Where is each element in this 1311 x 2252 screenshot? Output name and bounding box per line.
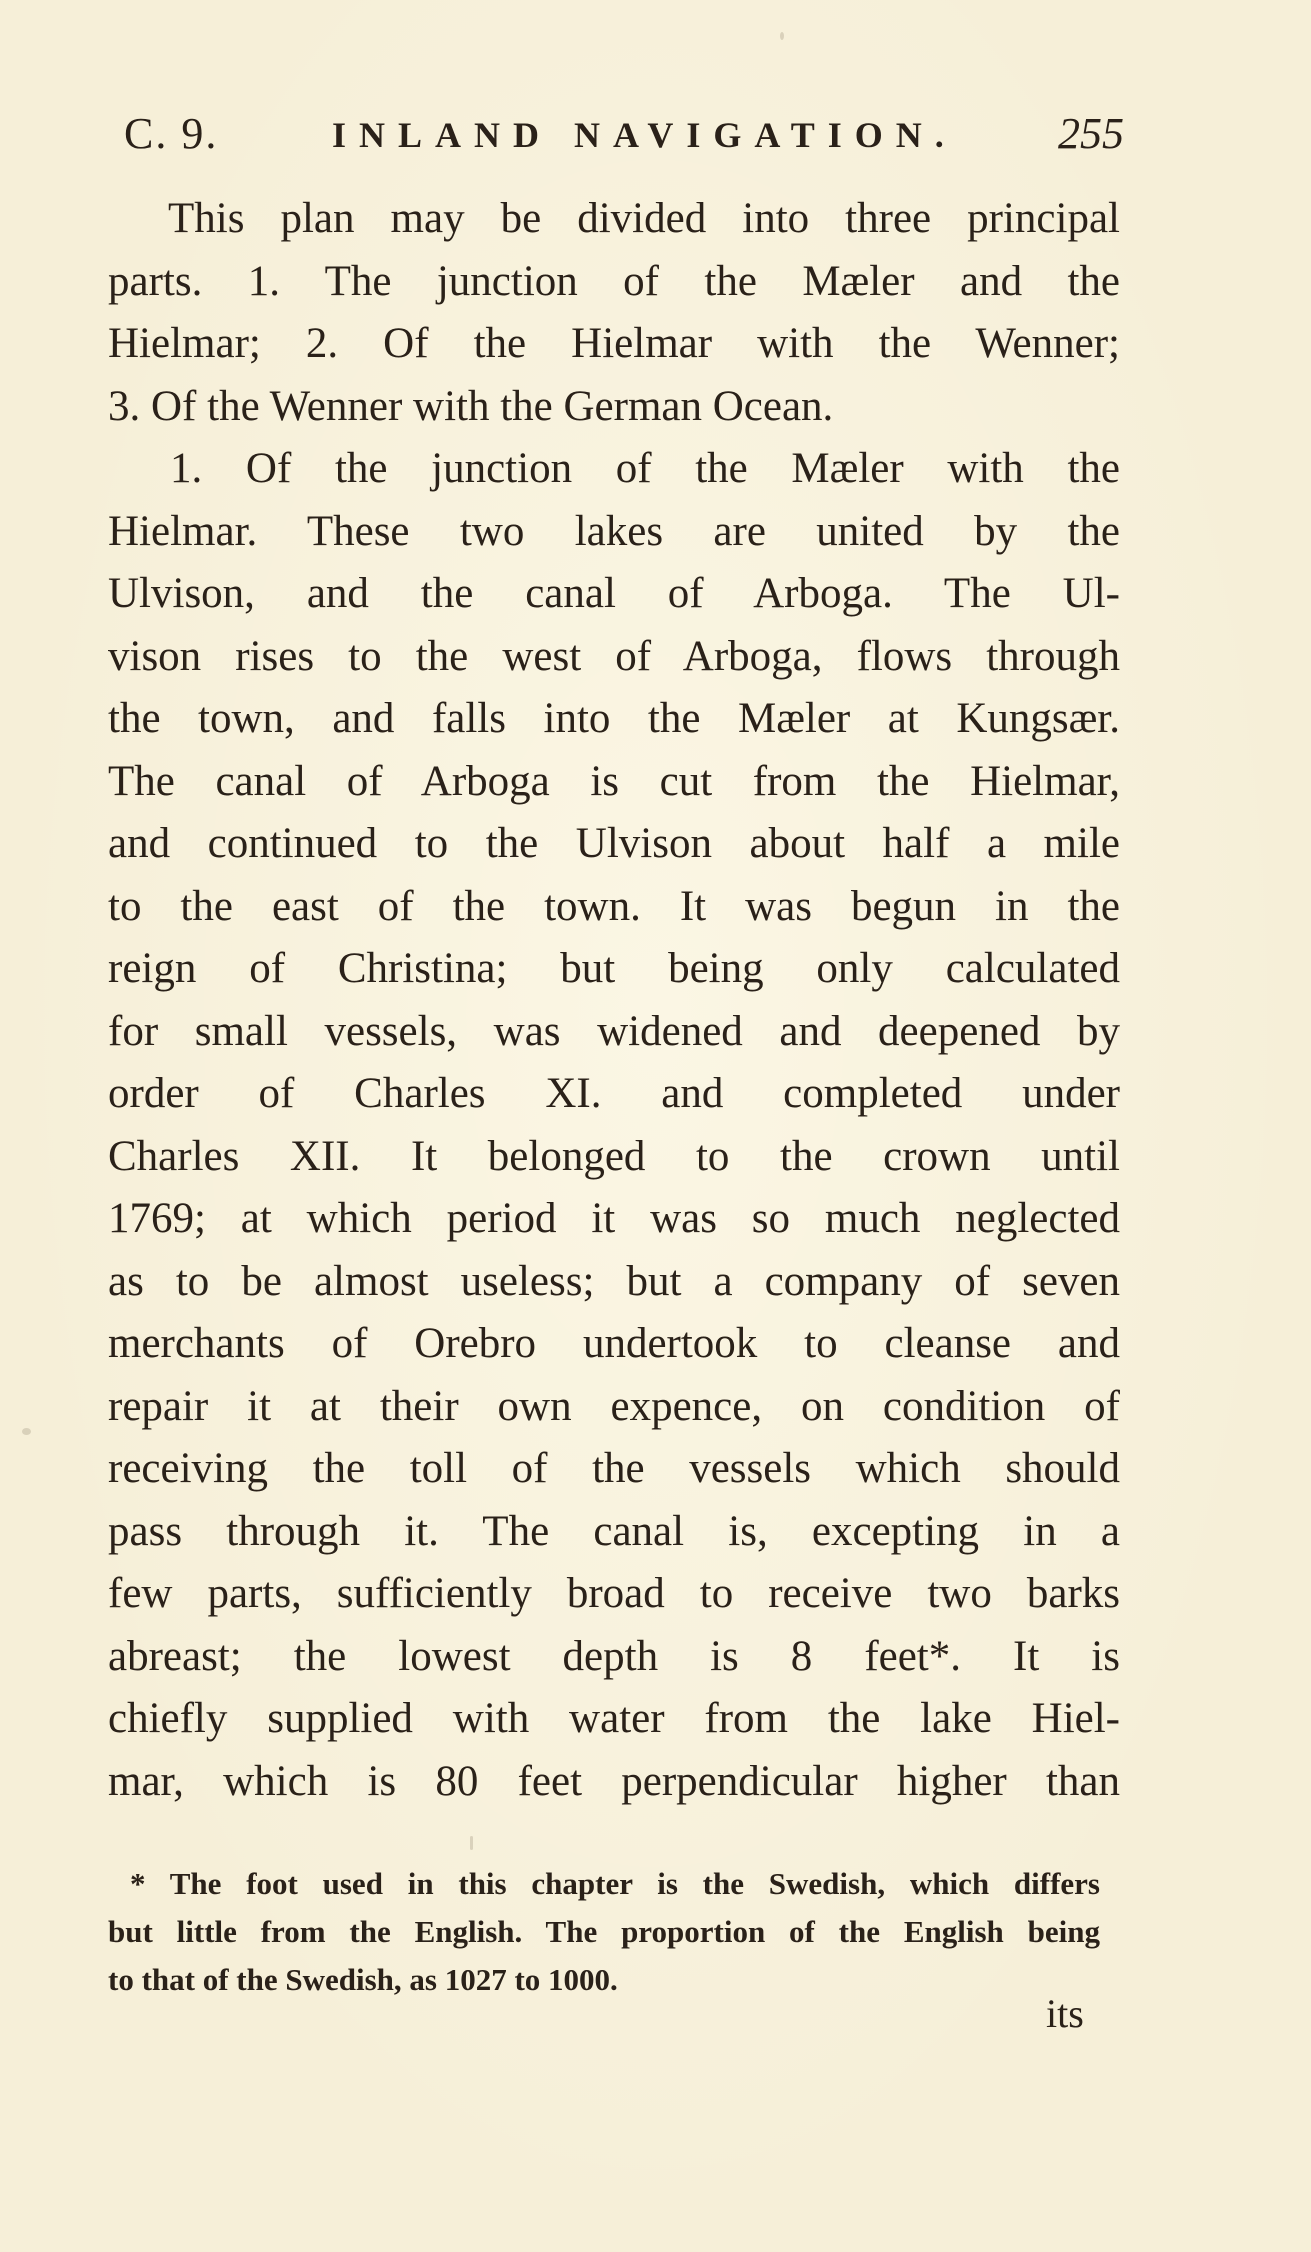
text-line: parts. 1. The junction of the Mæler and the	[108, 257, 1120, 305]
footnote	[108, 1860, 1100, 2004]
text-line: few parts, sufficiently broad to receive two barks	[108, 1570, 1120, 1617]
text-line: Hielmar; 2. Of the Hielmar with the Wenner;	[108, 320, 1120, 367]
text-line: merchants of Orebro undertook to cleanse and	[108, 1320, 1120, 1367]
text-line: as to be almost useless; but a company of seven	[108, 1257, 1120, 1305]
text-line: This plan may be divided into three principal	[168, 195, 1120, 242]
text-line: Ulvison, and the canal of Arboga. The Ul-	[108, 570, 1120, 617]
text-line: the town, and falls into the Mæler at Kungsær.	[108, 695, 1120, 742]
ink-speck	[22, 1428, 31, 1435]
chapter-reference: C. 9.	[124, 109, 219, 158]
text-line: chiefly supplied with water from the lake Hiel-	[108, 1695, 1120, 1742]
text-line: abreast; the lowest depth is 8 feet*. It is	[108, 1632, 1120, 1680]
running-title: INLAND NAVIGATION.	[332, 115, 957, 155]
page-number: 255	[1058, 109, 1124, 158]
catchword: its	[1046, 1991, 1084, 2036]
ink-speck	[780, 32, 784, 40]
text-line: The canal of Arboga is cut from the Hielmar,	[108, 757, 1120, 805]
text-line: receiving the toll of the vessels which should	[108, 1445, 1120, 1492]
text-line: for small vessels, was widened and deepened by	[108, 1007, 1120, 1055]
footnote-line: to that of the Swedish, as 1027 to 1000.	[108, 1962, 618, 1997]
text-line: mar, which is 80 feet perpendicular higher than	[108, 1757, 1120, 1805]
text-line: repair it at their own expence, on condition of	[108, 1382, 1120, 1430]
body-text	[108, 188, 1120, 1813]
text-line: 3. Of the Wenner with the German Ocean.	[108, 382, 834, 430]
text-line: and continued to the Ulvison about half a mile	[108, 820, 1120, 867]
ink-speck	[470, 1836, 473, 1850]
text-line: Charles XII. It belonged to the crown until	[108, 1132, 1120, 1180]
text-line: order of Charles XI. and completed under	[108, 1070, 1120, 1117]
text-line: to the east of the town. It was begun in the	[108, 882, 1120, 930]
text-line: 1769; at which period it was so much neglected	[108, 1195, 1120, 1242]
text-line: pass through it. The canal is, excepting in a	[108, 1507, 1120, 1555]
running-header	[124, 108, 1124, 168]
footnote-line: * The foot used in this chapter is the Swedish, which differs	[130, 1866, 1100, 1901]
text-line: vison rises to the west of Arboga, flows through	[108, 632, 1120, 680]
footnote-line: but little from the English. The proportion of the English being	[108, 1914, 1100, 1949]
text-line: reign of Christina; but being only calculated	[108, 945, 1120, 992]
text-line: Hielmar. These two lakes are united by the	[108, 507, 1120, 555]
text-line: 1. Of the junction of the Mæler with the	[170, 445, 1120, 492]
